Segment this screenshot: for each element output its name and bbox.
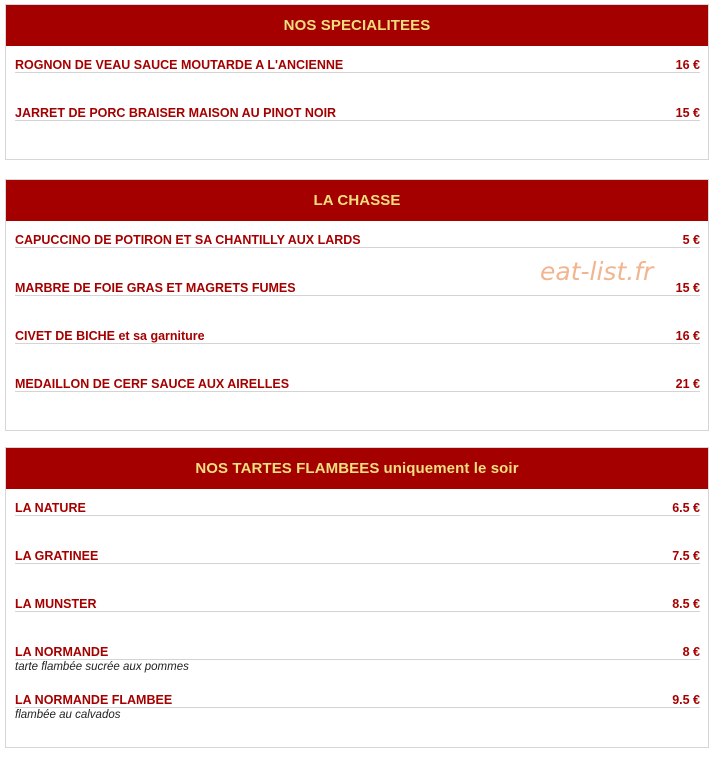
item-price: 9.5 €	[672, 693, 700, 707]
section-title: NOS SPECIALITEES	[283, 17, 431, 34]
item-name: LA NORMANDE FLAMBEE	[15, 693, 173, 707]
item-name: JARRET DE PORC BRAISER MAISON AU PINOT NOIR	[15, 106, 337, 120]
watermark: eat-list.fr	[540, 257, 654, 286]
item-description: tarte flambée sucrée aux pommes	[15, 661, 189, 673]
item-list	[6, 221, 708, 420]
item-name: LA NATURE	[15, 501, 86, 515]
menu-item	[15, 544, 700, 592]
section-title: NOS TARTES FLAMBEES	[195, 460, 380, 477]
item-price: 21 €	[675, 377, 700, 391]
section-title: LA CHASSE	[313, 192, 401, 209]
item-name: LA GRATINEE	[15, 549, 99, 563]
menu-item	[15, 372, 700, 420]
menu-item	[15, 640, 700, 688]
item-price: 5 €	[682, 233, 700, 247]
item-price: 7.5 €	[672, 549, 700, 563]
section-title-suffix: uniquement le soir	[383, 460, 519, 477]
item-name: MEDAILLON DE CERF SAUCE AUX AIRELLES	[15, 377, 290, 391]
section-header	[6, 448, 708, 489]
item-name: LA NORMANDE	[15, 645, 109, 659]
menu-section-specialites	[5, 4, 709, 160]
item-name: CIVET DE BICHE et sa garniture	[15, 329, 205, 343]
section-header	[6, 5, 708, 46]
item-list	[6, 46, 708, 149]
menu-item	[15, 324, 700, 372]
menu-item	[15, 53, 700, 101]
item-price: 8.5 €	[672, 597, 700, 611]
menu-item	[15, 496, 700, 544]
section-header	[6, 180, 708, 221]
item-price: 16 €	[675, 329, 700, 343]
item-price: 6.5 €	[672, 501, 700, 515]
item-name: ROGNON DE VEAU SAUCE MOUTARDE A L'ANCIENNE	[15, 58, 344, 72]
menu-section-chasse	[5, 179, 709, 431]
item-name: LA MUNSTER	[15, 597, 97, 611]
item-price: 15 €	[675, 106, 700, 120]
item-list	[6, 489, 708, 736]
menu-section-tartes-flambees	[5, 447, 709, 748]
menu-item	[15, 592, 700, 640]
item-price: 15 €	[675, 281, 700, 295]
item-description: flambée au calvados	[15, 709, 121, 721]
menu-item	[15, 101, 700, 149]
item-price: 8 €	[682, 645, 700, 659]
item-name: CAPUCCINO DE POTIRON ET SA CHANTILLY AUX LARDS	[15, 233, 361, 247]
menu-item	[15, 688, 700, 736]
item-name: MARBRE DE FOIE GRAS ET MAGRETS FUMES	[15, 281, 296, 295]
item-price: 16 €	[675, 58, 700, 72]
